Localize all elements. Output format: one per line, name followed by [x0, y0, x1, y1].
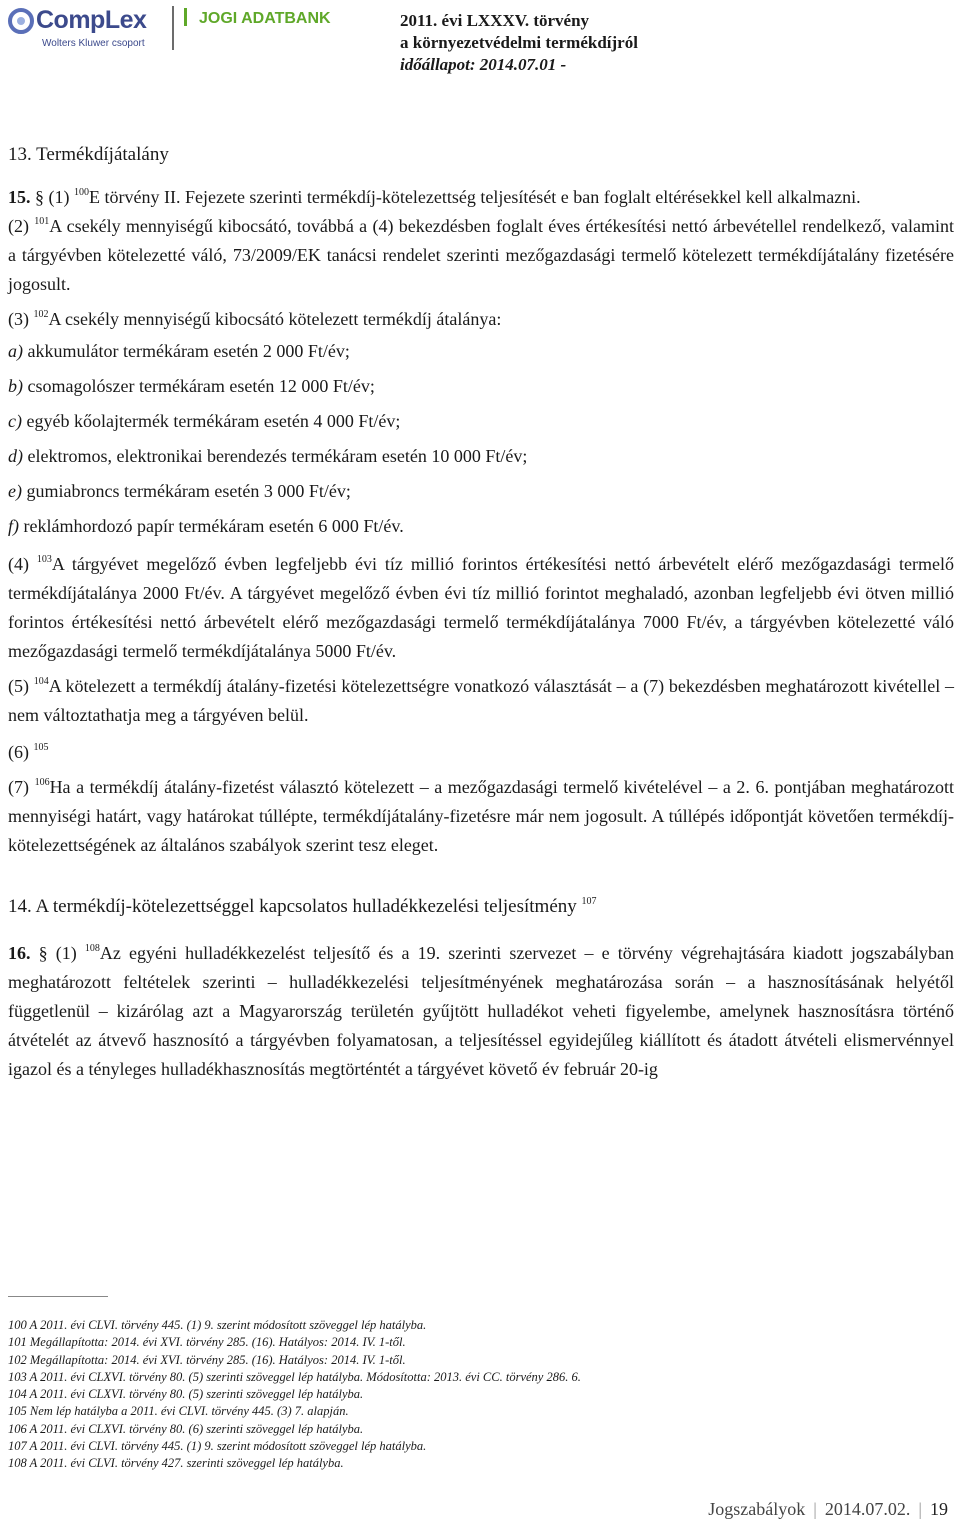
complex-logo-subtitle: Wolters Kluwer csoport [42, 38, 145, 49]
jogi-logo-name: JOGI ADATBANK [199, 10, 331, 27]
section-15-paragraph-1 [8, 183, 954, 212]
document-body [8, 140, 954, 1084]
footnote: 103 A 2011. évi CLXVI. törvény 80. (5) szerinti szöveggel lép hatályba. Módosította: 2013. évi CC. törvény 286. 6. [8, 1369, 581, 1384]
section-heading-14-text: 14. A termékdíj-kötelezettséggel kapcsolatos hulladékkezelési teljesítmény [8, 896, 577, 917]
section-sign: § [38, 943, 48, 963]
footnote-ref[interactable]: 100 [74, 187, 89, 198]
footnote-ref[interactable]: 102 [33, 309, 49, 320]
paragraph-3 [8, 305, 954, 334]
list-item [8, 334, 954, 369]
complex-logo-mark-icon [8, 8, 34, 34]
document-validity: időállapot: 2014.07.01 - [400, 55, 567, 74]
footnote: 105 Nem lép hatályba a 2011. évi CLVI. törvény 445. (3) 7. alapján. [8, 1404, 349, 1419]
footnote: 106 A 2011. évi CLXVI. törvény 80. (6) szerinti szöveggel lép hatályba. [8, 1421, 364, 1436]
footer-separator: | [918, 1499, 922, 1519]
list-item [8, 439, 954, 474]
item-text: egyéb kőolajtermék termékáram esetén 4 000 Ft/év; [26, 411, 401, 431]
paragraph-label: (7) [8, 777, 29, 797]
footnote: 107 A 2011. évi CLVI. törvény 445. (1) 9. szerint módosított szöveggel lép hatályba. [8, 1439, 427, 1454]
jogi-adatbank-logo [184, 8, 331, 38]
list-item [8, 369, 954, 404]
list-item [8, 474, 954, 509]
paragraph-4 [8, 550, 954, 666]
footnote: 101 Megállapította: 2014. évi XVI. törvény 285. (16). Hatályos: 2014. IV. 1-től. [8, 1335, 406, 1350]
paragraph-label: (1) [48, 187, 70, 207]
item-letter: d) [8, 446, 23, 466]
document-title-block [400, 10, 638, 76]
document-title: 2011. évi LXXXV. törvény [400, 11, 590, 30]
complex-logo-name: CompLex [36, 6, 147, 34]
section-number: 15. [8, 187, 31, 207]
footnote: 102 Megállapította: 2014. évi XVI. törvény 285. (16). Hatályos: 2014. IV. 1-től. [8, 1352, 406, 1367]
section-heading-13: 13. Termékdíjátalány [8, 144, 169, 165]
paragraph-label: (2) [8, 216, 29, 236]
footnote-ref[interactable]: 107 [581, 896, 597, 907]
item-text: gumiabroncs termékáram esetén 3 000 Ft/év; [26, 481, 351, 501]
paragraph-text: A csekély mennyiségű kibocsátó, továbbá a (4) bekezdésben foglalt éves értékesítési nettó árbevétellel rendelkező, valamint a tárgyévben kötelezetté váló, 73/2009/EK tanácsi rendelet szerinti mezőgazdasági termelő kötelezett termékdíjátalány fizetésére jogosult. [8, 216, 954, 294]
footnotes [8, 1296, 954, 1473]
list-item [8, 404, 954, 439]
item-text: akkumulátor termékáram esetén 2 000 Ft/év; [27, 341, 350, 361]
page-header [0, 0, 960, 90]
section-number: 16. [8, 943, 31, 963]
paragraph-label: (5) [8, 676, 29, 696]
footnote: 100 A 2011. évi CLVI. törvény 445. (1) 9. szerint módosított szöveggel lép hatályba. [8, 1318, 427, 1332]
section-heading-14 [8, 892, 954, 921]
section-sign: § [35, 187, 44, 207]
page-number: 19 [930, 1499, 948, 1519]
page-footer [708, 1499, 948, 1520]
footnote-ref[interactable]: 105 [33, 742, 49, 753]
item-list [8, 334, 954, 544]
paragraph-5 [8, 672, 954, 730]
item-letter: e) [8, 481, 22, 501]
footnote-ref[interactable]: 104 [33, 676, 49, 687]
footnote-ref[interactable]: 108 [84, 943, 100, 954]
complex-logo [8, 6, 168, 52]
item-letter: b) [8, 376, 23, 396]
paragraph-label: (3) [8, 309, 29, 329]
item-letter: f) [8, 516, 19, 536]
footnote-ref[interactable]: 106 [34, 777, 50, 788]
paragraph-text: A csekély mennyiségű kibocsátó kötelezett termékdíj átalánya: [48, 309, 502, 329]
section-16-paragraph-1 [8, 939, 954, 1084]
paragraph-7 [8, 773, 954, 860]
item-text: elektromos, elektronikai berendezés termékáram esetén 10 000 Ft/év; [27, 446, 528, 466]
paragraph-6 [8, 738, 954, 767]
paragraph-2 [8, 212, 954, 299]
jogi-logo-mark-icon [184, 8, 195, 26]
paragraph-label: (1) [55, 943, 77, 963]
footer-date: 2014.07.02. [824, 1499, 911, 1519]
footnote: 104 A 2011. évi CLXVI. törvény 80. (5) szerinti szöveggel lép hatályba. [8, 1387, 364, 1402]
footnote-ref[interactable]: 101 [34, 216, 50, 227]
item-letter: a) [8, 341, 23, 361]
paragraph-text: A kötelezett a termékdíj átalány-fizetési kötelezettségre vonatkozó választását – a (7) bekezdésben meghatározott kivétellel – nem változtathatja meg a tárgyéven belül. [8, 676, 954, 725]
list-item [8, 509, 954, 544]
footnote: 108 A 2011. évi CLVI. törvény 427. szerinti szöveggel lép hatályba. [8, 1456, 344, 1471]
footer-separator: | [813, 1499, 817, 1519]
footnote-ref[interactable]: 103 [36, 554, 52, 565]
footnote-divider [8, 1296, 108, 1297]
footer-source: Jogszabályok [708, 1499, 806, 1519]
document-subtitle: a környezetvédelmi termékdíjról [400, 33, 638, 52]
item-text: reklámhordozó papír termékáram esetén 6 000 Ft/év. [23, 516, 404, 536]
paragraph-label: (4) [8, 554, 29, 574]
paragraph-text: E törvény II. Fejezete szerinti termékdíj-kötelezettség teljesítését e ban foglalt eltérésekkel kell alkalmazni. [89, 187, 861, 207]
item-text: csomagolószer termékáram esetén 12 000 Ft/év; [27, 376, 375, 396]
paragraph-text: Ha a termékdíj átalány-fizetést választó kötelezett – a mezőgazdasági termelő kivételével – a 2. 6. pontjában meghatározott mennyiségi határt, vagy határokat túllépte, termékdíjátalány-fizetésre már nem jogosult. A túllépés időpontját követően termékdíj-kötelezettségének az általános szabályok szerint tesz eleget. [8, 777, 955, 855]
paragraph-text: A tárgyévet megelőző évben legfeljebb évi tíz millió forintos értékesítési nettó árbevételt elérő mezőgazdasági termelő termékdíjátalánya 2000 Ft/év. A tárgyévet megelőző évben évi tíz millió forintot meghaladó, azonban legfeljebb évi ötven millió forintos értékesítési nettó árbevételt elérő mezőgazdasági termelő termékdíjátalánya 7000 Ft/év, a tárgyévben kötelezetté váló mezőgazdasági termelő termékdíjátalánya 5000 Ft/év. [8, 554, 955, 661]
paragraph-text: Az egyéni hulladékkezelést teljesítő és a 19. szerinti szervezet – e törvény végrehajtására kiadott jogszabályban meghatározott feltételek szerinti – hulladékkezelési teljesítményének meghatározása során – a hasznosításának helyétől függetlenül – kizárólag azt a Magyarország területén gyűjtött hulladékot veheti figyelembe, amelynek hasznosításra történő átvételét az átvevő hasznosító a tárgyévben folyamatosan, a teljesítéssel egyidejűleg kiállított és átadott átvételi elismervénnyel igazol és a tényleges hulladékhasznosítás megtörténtét a tárgyévet követő év február 20-ig [8, 943, 955, 1079]
logo-divider [172, 6, 174, 50]
paragraph-label: (6) [8, 742, 29, 762]
item-letter: c) [8, 411, 22, 431]
